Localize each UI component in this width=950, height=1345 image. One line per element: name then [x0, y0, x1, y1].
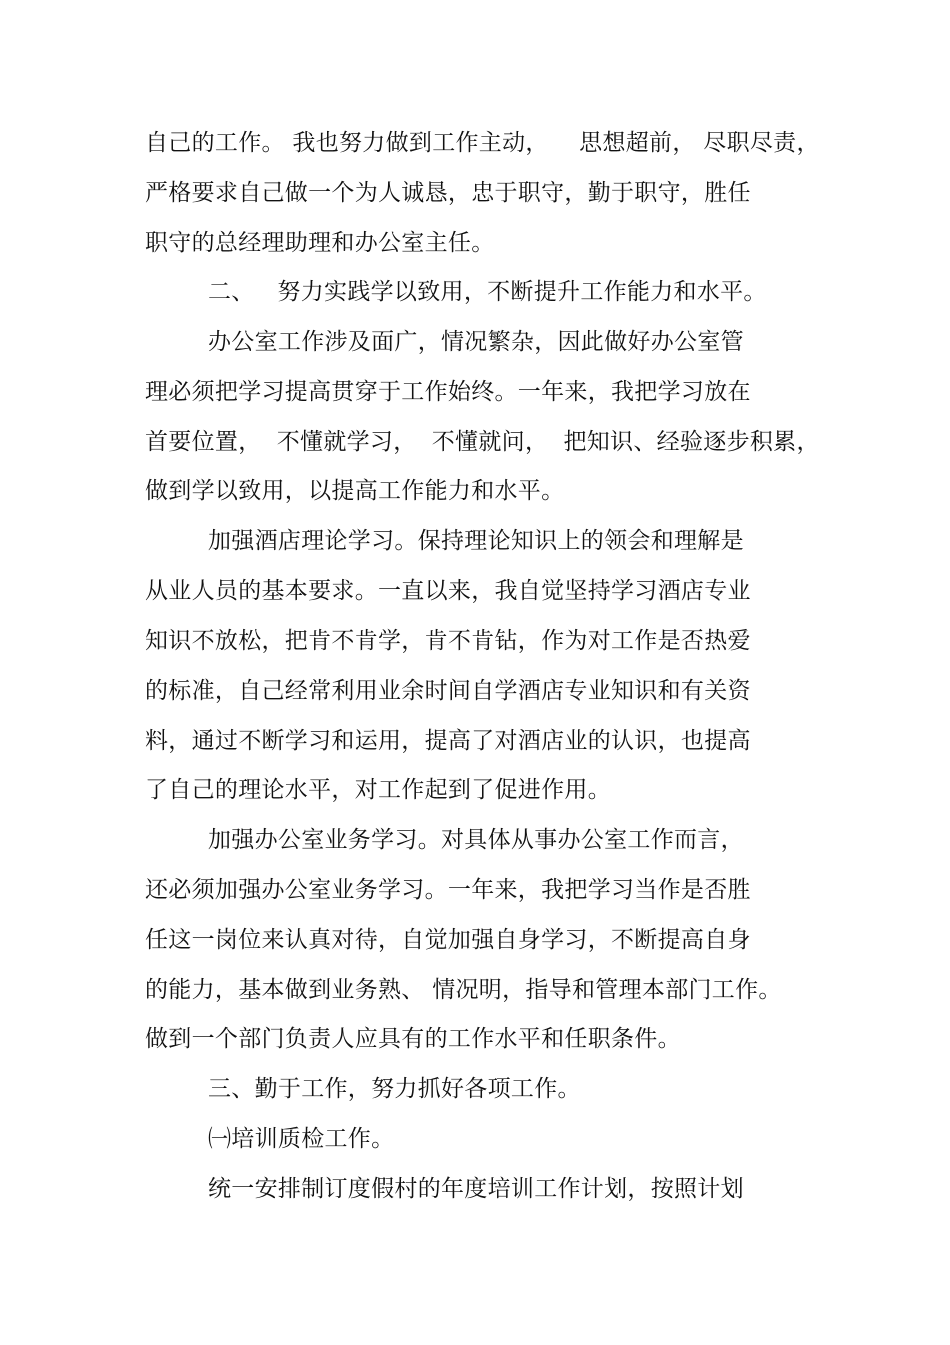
section-heading: 二、 努力实践学以致用，不断提升工作能力和水平。 [208, 279, 767, 305]
text-line: 职守的总经理助理和办公室主任。 [145, 230, 495, 256]
text-line: 还必须加强办公室业务学习。一年来，我把学习当作是否胜 [145, 877, 751, 903]
text-line: 首要位置， 不懂就学习， 不懂就问， 把知识、经验逐步积累， [145, 429, 820, 455]
text-line: 统一安排制订度假村的年度培训工作计划，按照计划 [208, 1176, 744, 1202]
text-line: 做到一个部门负责人应具有的工作水平和任职条件。 [145, 1026, 681, 1052]
text-line: 自己的工作。 我也努力做到工作主动， 思想超前， 尽职尽责， [145, 130, 820, 156]
text-line: 从业人员的基本要求。一直以来，我自觉坚持学习酒店专业 [145, 578, 751, 604]
text-line: 加强办公室业务学习。对具体从事办公室工作而言， [208, 827, 744, 853]
text-line: 办公室工作涉及面广，情况繁杂，因此做好办公室管 [208, 329, 744, 355]
text-line: 做到学以致用，以提高工作能力和水平。 [145, 478, 565, 504]
text-line: 料，通过不断学习和运用，提高了对酒店业的认识，也提高 [145, 728, 751, 754]
text-line: 知识不放松，把肯不肯学，肯不肯钻，作为对工作是否热爱 [145, 628, 751, 654]
text-line: 的标准，自己经常利用业余时间自学酒店专业知识和有关资 [145, 678, 751, 704]
section-heading: 三、勤于工作，努力抓好各项工作。 [208, 1076, 581, 1102]
text-line: 了自己的理论水平，对工作起到了促进作用。 [145, 777, 611, 803]
text-line: 任这一岗位来认真对待，自觉加强自身学习，不断提高自身 [145, 927, 751, 953]
text-line: 严格要求自己做一个为人诚恳，忠于职守，勤于职守，胜任 [145, 180, 751, 206]
text-line: 加强酒店理论学习。保持理论知识上的领会和理解是 [208, 528, 744, 554]
text-line: 的能力，基本做到业务熟、 情况明，指导和管理本部门工作。 [145, 977, 782, 1003]
subsection-heading: ㈠培训质检工作。 [208, 1126, 395, 1152]
text-line: 理必须把学习提高贯穿于工作始终。一年来，我把学习放在 [145, 379, 751, 405]
